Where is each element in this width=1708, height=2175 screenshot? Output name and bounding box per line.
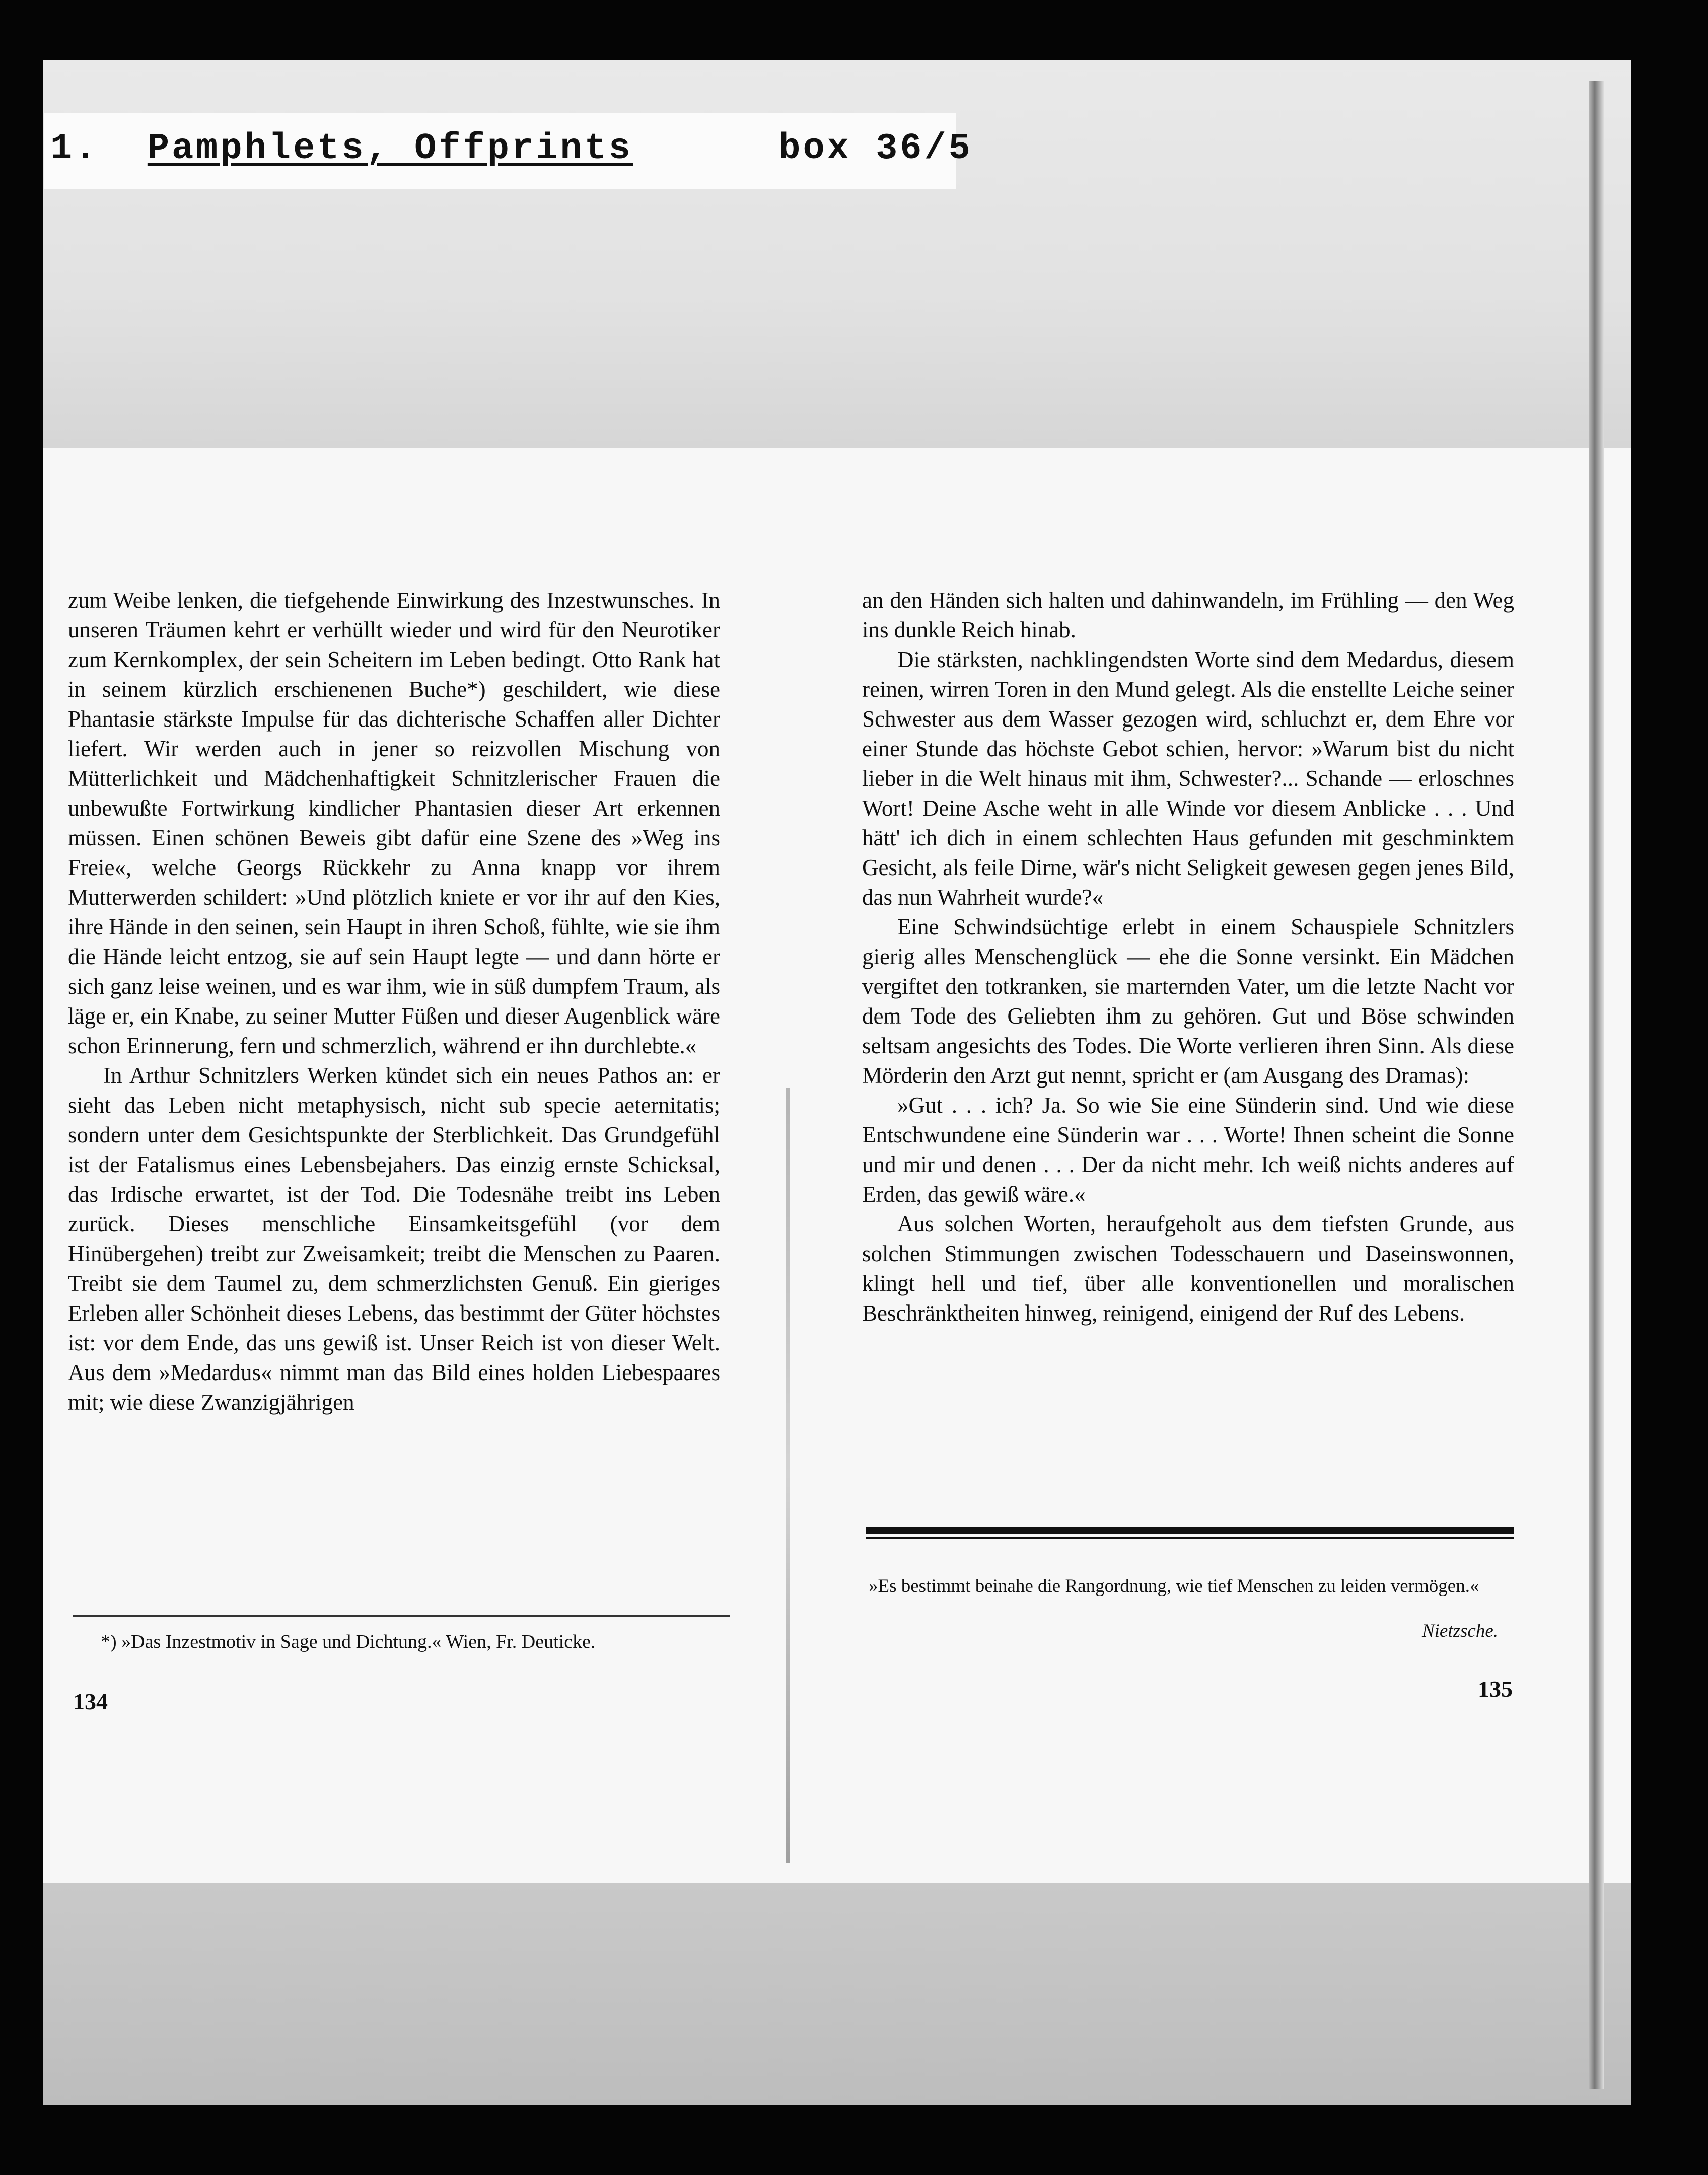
page-number-right: 135 (1478, 1676, 1513, 1702)
label-box-number: box 36/5 (778, 128, 973, 169)
left-paragraph-1: zum Weibe lenken, die tiefgehende Einwirkung des Inzestwunsches. In unseren Träumen kehrt er verhüllt wieder und wird für den Neurotiker zum Kernkomplex, der sein Scheitern im Leben bedingt. Otto Rank hat in seinem kürzlich erschienenen Buche*) geschildert, wie diese Phantasie stärkste Impulse für das dichterische Schaffen aller Dichter liefert. Wir werden auch in jener so reizvollen Mischung von Mütterlichkeit und Mädchenhaftigkeit Schnitzlerischer Frauen die unbewußte Fortwirkung kindlicher Phantasien dieser Art erkennen müssen. Einen schönen Beweis gibt dafür eine Szene des »Weg ins Freie«, welche Georgs Rückkehr zu Anna knapp vor ihrem Mutterwerden schildert: »Und plötzlich kniete er vor ihr auf den Kies, ihre Hände in den seinen, sein Haupt in ihren Schoß, fühlte, wie sie ihm die Hände leicht entzog, sie auf sein Haupt legte — und dann hörte er sich ganz leise weinen, und es war ihm, wie in süß dumpfem Traum, als läge er, ein Knabe, zu seiner Mutter Füßen und dieser Augenblick wäre schon Erinnerung, fern und schmerzlich, während er ihn durchlebte.« (68, 588, 720, 1058)
right-paragraph-4: »Gut . . . ich? Ja. So wie Sie eine Sünderin sind. Und wie diese Entschwundene eine Sünderin war . . . Worte! Ihnen scheint die Sonne und mir und denen . . . Der da nicht mehr. Ich weiß nichts anderes auf Erden, das gewiß wäre.« (862, 1093, 1514, 1207)
left-page-text (68, 586, 720, 1417)
right-paragraph-1: an den Händen sich halten und dahinwandeln, im Frühling — den Weg ins dunkle Reich hinab. (862, 588, 1514, 642)
epigraph-quote: »Es bestimmt beinahe die Rangordnung, wie tief Menschen zu leiden vermögen.« (869, 1576, 1479, 1597)
right-page-text (862, 586, 1514, 1328)
book-spine (786, 1088, 790, 1863)
footnote: *) »Das Inzestmotiv in Sage und Dichtung.« Wien, Fr. Deuticke. (101, 1631, 596, 1652)
section-divider-thin (866, 1537, 1514, 1539)
footnote-divider (73, 1615, 730, 1617)
label-number: 1. (50, 128, 99, 169)
bottom-margin-area (43, 1883, 1631, 2105)
archive-label-text (50, 121, 973, 176)
page-number-left: 134 (73, 1689, 108, 1714)
right-paragraph-3: Eine Schwindsüchtige erlebt in einem Schauspiele Schnitzlers gierig alles Menschenglück — ehe die Sonne versinkt. Ein Mädchen vergiftet den totkranken, sie marternden Vater, um die letzte Nacht vor dem Tode des Geliebten ihm zu gehören. Gut und Böse schwinden seltsam angesichts des Todes. Die Worte verlieren ihren Sinn. Als diese Mörderin den Arzt gut nennt, spricht er (am Ausgang des Dramas): (862, 914, 1514, 1088)
epigraph-author: Nietzsche. (1421, 1621, 1498, 1641)
right-paragraph-5: Aus solchen Worten, heraufgeholt aus dem tiefsten Grunde, aus solchen Stimmungen zwischen Todesschauern und Daseinswonnen, klingt hell und tief, über alle konventionellen und moralischen Beschränktheiten hinweg, reinigend, einigend der Ruf des Lebens. (862, 1211, 1514, 1326)
label-title: Pamphlets, Offprints (147, 128, 633, 169)
right-paragraph-2: Die stärksten, nachklingendsten Worte sind dem Medardus, diesem reinen, wirren Toren in den Mund gelegt. Als die enstellte Leiche seiner Schwester aus dem Wasser gezogen wird, schluchzt er, dem Ehre vor einer Stunde das höchste Gebot schien, hervor: »Warum bist du nicht lieber in die Welt hinaus mit ihm, Schwester?... Schande — erloschnes Wort! Deine Asche weht in alle Winde vor diesem Anblicke . . . Und hätt' ich dich in einem schlechten Haus gefunden mit geschminktem Gesicht, als feile Dirne, wär's nicht Seligkeit gewesen gegen jenes Bild, das nun Wahrheit wurde?« (862, 647, 1514, 910)
sheet-right-edge (1589, 81, 1604, 2089)
section-divider-thick (866, 1527, 1514, 1534)
left-paragraph-2: In Arthur Schnitzlers Werken kündet sich ein neues Pathos an: er sieht das Leben nicht metaphysisch, nicht sub specie aeternitatis; sondern unter dem Gesichtspunkte der Sterblichkeit. Das Grundgefühl ist der Fatalismus eines Lebensbejahers. Das einzig ernste Schicksal, das Irdische erwartet, ist der Tod. Die Todesnähe treibt ins Leben zurück. Dieses menschliche Einsamkeitsgefühl (vor dem Hinübergehen) treibt zur Zweisamkeit; treibt die Menschen zu Paaren. Treibt sie dem Taumel zu, dem schmerzlichsten Genuß. Ein gieriges Erleben aller Schönheit dieses Lebens, das bestimmt der Güter höchstes ist: vor dem Ende, das uns gewiß ist. Unser Reich ist von dieser Welt. Aus dem »Medardus« nimmt man das Bild eines holden Liebespaares mit; wie diese Zwanzigjährigen (68, 1063, 720, 1415)
